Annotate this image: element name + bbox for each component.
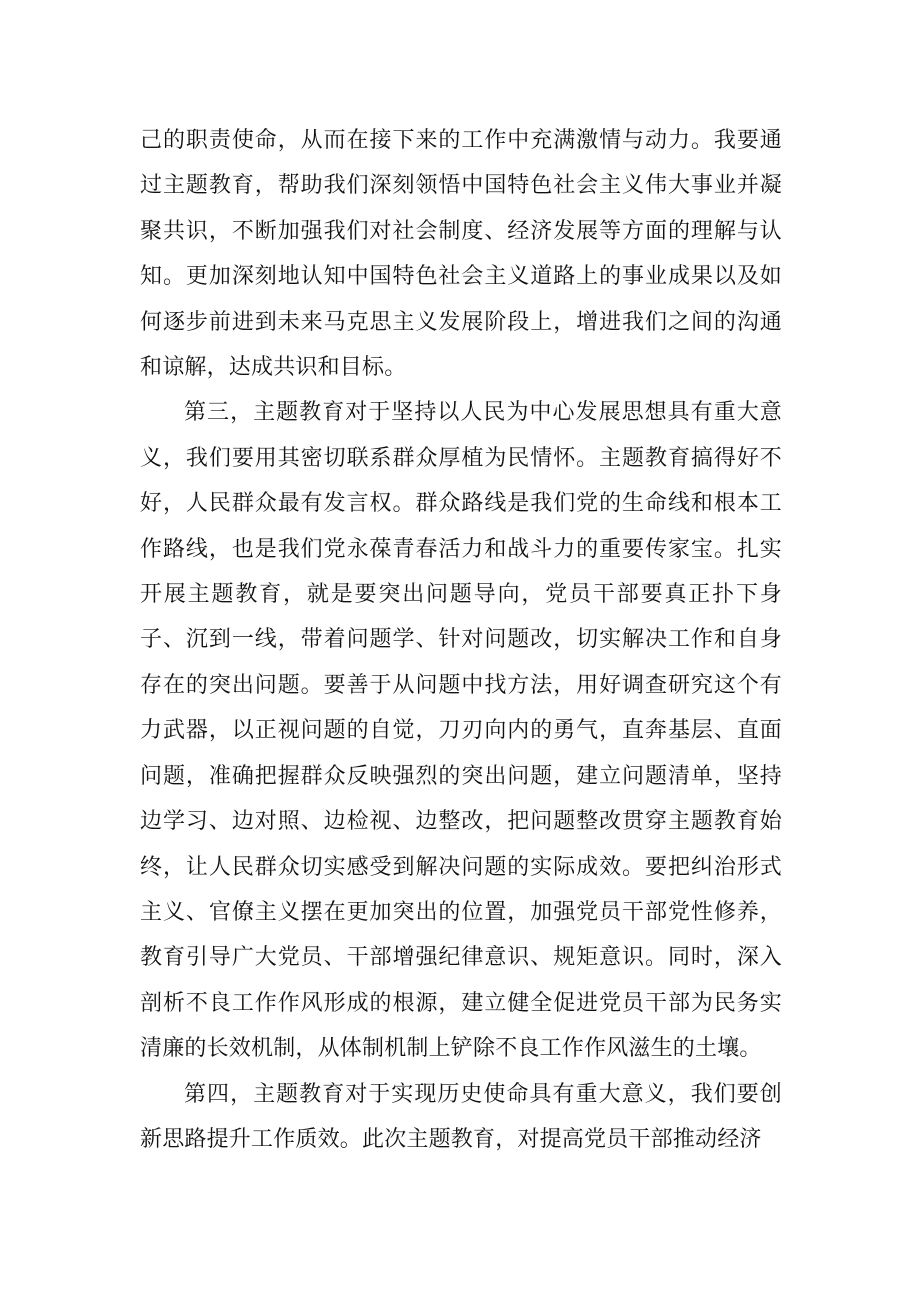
- paragraph-fourth-point: 第四，主题教育对于实现历史使命具有重大意义，我们要创新思路提升工作质效。此次主题教育，对提高党员干部推动经济: [140, 1081, 782, 1152]
- paragraph-third-point: 第三，主题教育对于坚持以人民为中心发展思想具有重大意义，我们要用其密切联系群众厚植为民情怀。主题教育搞得好不好，人民群众最有发言权。群众路线是我们党的生命线和根本工作路线，也是我们党永葆青春活力和战斗力的重要传家宝。扎实开展主题教育，就是要突出问题导向，党员干部要真正扑下身子、沉到一线，带着问题学、针对问题改，切实解决工作和自身存在的突出问题。要善于从问题中找方法，用好调查研究这个有力武器，以正视问题的自觉，刀刃向内的勇气，直奔基层、直面问题，准确把握群众反映强烈的突出问题，建立问题清单，坚持边学习、边对照、边检视、边整改，把问题整改贯穿主题教育始终，让人民群众切实感受到解决问题的实际成效。要把纠治形式主义、官僚主义摆在更加突出的位置，加强党员干部党性修养，教育引导广大党员、干部增强纪律意识、规矩意识。同时，深入剖析不良工作作风形成的根源，建立健全促进党员干部为民务实清廉的长效机制，从体制机制上铲除不良工作作风滋生的土壤。: [140, 400, 782, 1062]
- paragraph-continuation: 己的职责使命，从而在接下来的工作中充满激情与动力。我要通过主题教育，帮助我们深刻领悟中国特色社会主义伟大事业并凝聚共识，不断加强我们对社会制度、经济发展等方面的理解与认知。更加深刻地认知中国特色社会主义道路上的事业成果以及如何逐步前进到未来马克思主义发展阶段上，增进我们之间的沟通和谅解，达成共识和目标。: [140, 128, 782, 381]
- document-body: [140, 118, 782, 1162]
